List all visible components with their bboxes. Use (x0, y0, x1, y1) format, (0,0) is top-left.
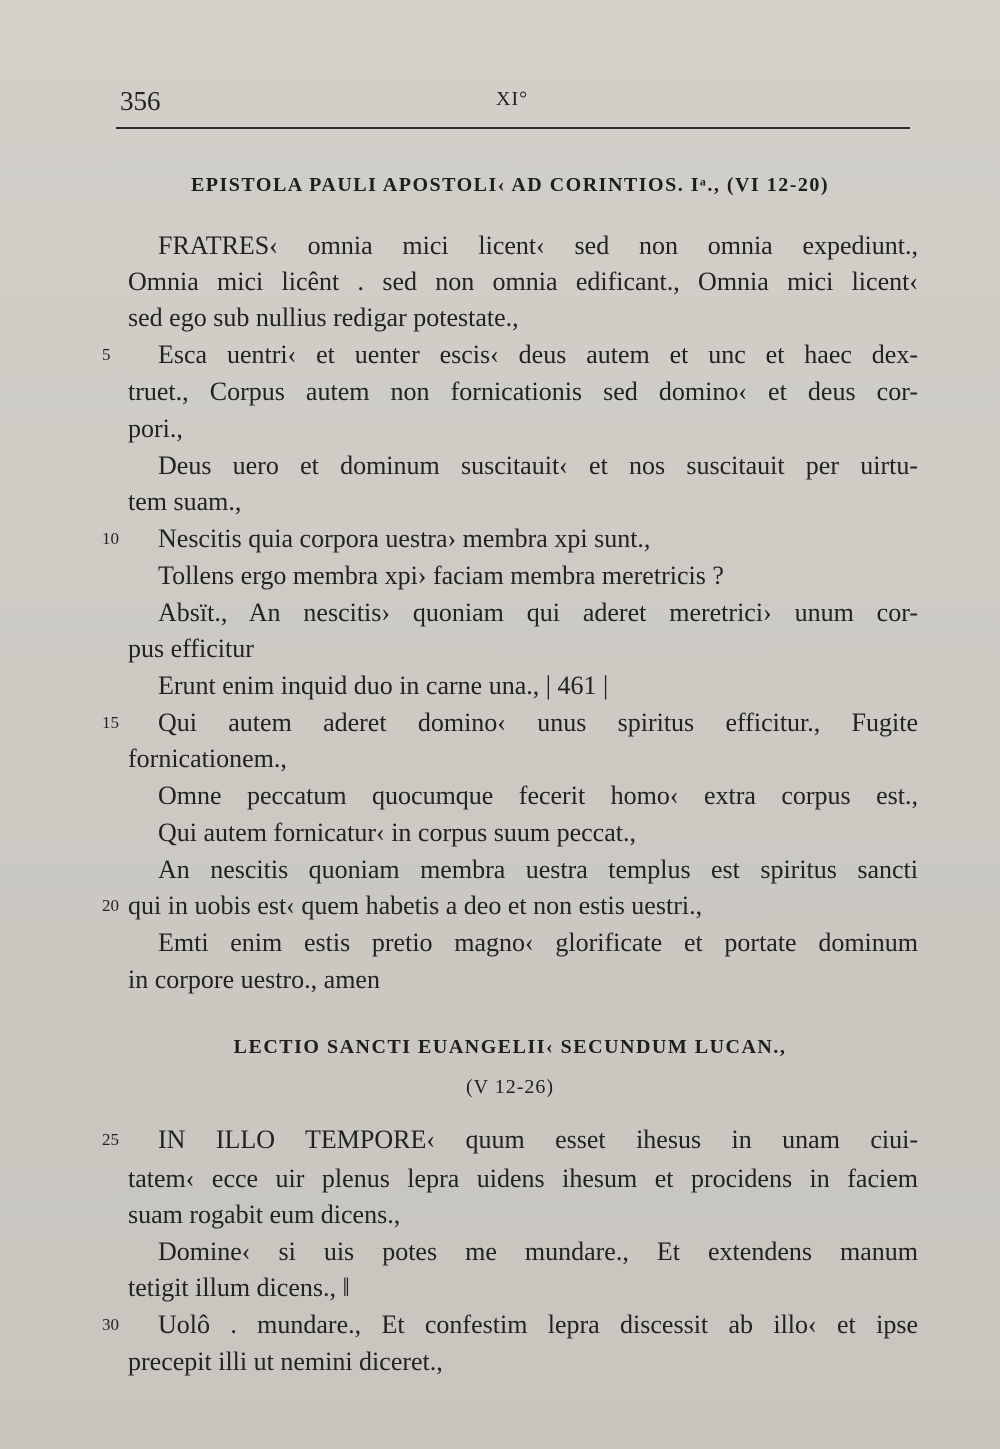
text-line: suam rogabit eum dicens., (128, 1200, 401, 1229)
text-line: sed ego sub nullius redigar potestate., (128, 303, 519, 332)
header-rule (116, 127, 910, 129)
text-line: Nescitis quia corpora uestra› membra xpi sunt., (158, 524, 651, 553)
text-line: precepit illi ut nemini diceret., (128, 1347, 443, 1376)
line-number: 30 (102, 1315, 119, 1334)
epistle-heading: EPISTOLA PAULI APOSTOLI‹ AD CORINTIOS. Iᵃ., (VI 12-20) (190, 174, 830, 196)
text-line: fornicationem., (128, 744, 287, 773)
text-line: Omne peccatum quocumque fecerit homo‹ extra corpus est., (158, 781, 918, 810)
gospel-reference: (V 12-26) (465, 1076, 555, 1098)
text-line: Qui autem fornicatur‹ in corpus suum peccat., (158, 818, 636, 847)
text-line: Qui autem aderet domino‹ unus spiritus efficitur., Fugite (158, 708, 918, 737)
text-line: in corpore uestro., amen (128, 965, 380, 994)
section-mark: XI° (496, 88, 529, 110)
text-line: Esca uentri‹ et uenter escis‹ deus autem et unc et haec dex- (158, 340, 918, 369)
text-line: pori., (128, 414, 183, 443)
text-line: Emti enim estis pretio magno‹ glorificate et portate dominum (158, 928, 918, 957)
line-number: 20 (102, 896, 119, 915)
text-line: Absït., An nescitis› quoniam qui aderet meretrici› unum cor- (158, 598, 918, 627)
text-line: Uolô . mundare., Et confestim lepra discessit ab illo‹ et ipse (158, 1310, 918, 1339)
line-number: 25 (102, 1130, 119, 1149)
gospel-heading: LECTIO SANCTI EUANGELII‹ SECUNDUM LUCAN., (233, 1036, 787, 1058)
text-line: Erunt enim inquid duo in carne una., | 461 | (158, 671, 609, 700)
text-line: Tollens ergo membra xpi› faciam membra meretricis ? (158, 561, 724, 590)
running-head (120, 86, 910, 122)
text-line: tetigit illum dicens., ‖ (128, 1273, 350, 1302)
text-line: An nescitis quoniam membra uestra templus est spiritus sancti (158, 855, 918, 884)
text-line: Domine‹ si uis potes me mundare., Et extendens manum (158, 1237, 918, 1266)
text-line: pus efficitur (128, 634, 254, 663)
text-line: Omnia mici licênt . sed non omnia edificant., Omnia mici licent‹ (128, 267, 918, 296)
text-line: truet., Corpus autem non fornicationis sed domino‹ et deus cor- (128, 377, 918, 406)
text-line: Deus uero et dominum suscitauit‹ et nos suscitauit per uirtu- (158, 451, 918, 480)
page-number: 356 (120, 86, 161, 116)
line-number: 10 (102, 529, 119, 548)
text-line: FRATRES‹ omnia mici licent‹ sed non omnia expediunt., (158, 231, 918, 260)
text-line: IN ILLO TEMPORE‹ quum esset ihesus in unam ciui- (158, 1125, 918, 1154)
line-number: 15 (102, 713, 119, 732)
text-line: tatem‹ ecce uir plenus lepra uidens ihesum et procidens in faciem (128, 1164, 918, 1193)
line-number: 5 (102, 345, 111, 364)
text-line: qui in uobis est‹ quem habetis a deo et non estis uestri., (128, 891, 703, 920)
text-line: tem suam., (128, 487, 242, 516)
